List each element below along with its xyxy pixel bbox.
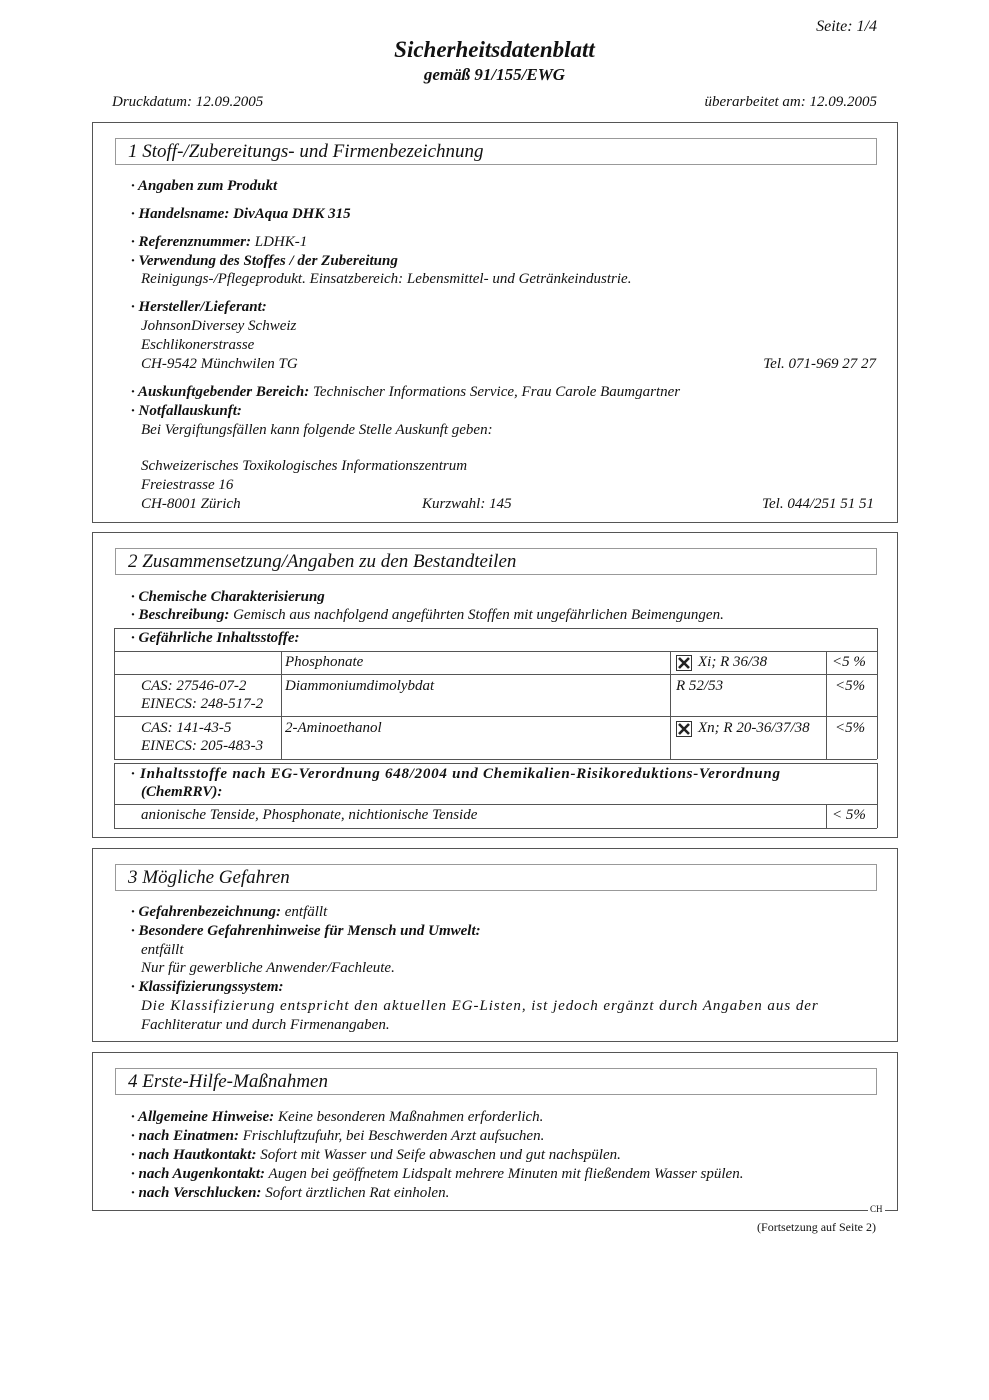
- special-hazards-label: · Besondere Gefahrenhinweise für Mensch und Umwelt:: [131, 923, 481, 939]
- classification-text-2: Fachliteratur und durch Firmenangaben.: [141, 1017, 390, 1033]
- info-department-label: · Auskunftgebender Bereich:: [131, 384, 310, 400]
- info-department-value: Technischer Informations Service, Frau Carole Baumgartner: [312, 384, 681, 400]
- hazard-designation-line: [131, 903, 327, 921]
- eye-contact-line: [131, 1165, 743, 1183]
- description-line: [131, 606, 724, 624]
- hazardous-ingredients-label: · Gefährliche Inhaltsstoffe:: [131, 630, 300, 646]
- section-3-heading: 3 Mögliche Gefahren: [115, 864, 877, 891]
- emergency-label: · Notfallauskunft:: [131, 403, 242, 419]
- manufacturer-name: JohnsonDiversey Schweiz: [141, 318, 297, 334]
- swallowing-value: Sofort ärztlichen Rat einholen.: [265, 1185, 450, 1201]
- product-info-label: · Angaben zum Produkt: [131, 178, 278, 194]
- country-code: CH: [870, 1204, 883, 1214]
- reference-number-line: [131, 233, 307, 251]
- regulation-label: · Inhaltsstoffe nach EG-Verordnung 648/2004 und Chemikalien-Risikoreduktions-Verordnung: [131, 766, 781, 782]
- skin-contact-label: · nach Hautkontakt:: [131, 1147, 257, 1163]
- reference-number-value: LDHK-1: [254, 234, 308, 250]
- general-notes-value: Keine besonderen Maßnahmen erforderlich.: [277, 1109, 544, 1125]
- table-row-2-conc: <5%: [835, 720, 866, 736]
- classification-text-1: Die Klassifizierung entspricht den aktuellen EG-Listen, ist jedoch ergänzt durch Angaben aus der: [141, 998, 819, 1014]
- regulation-label-cont: (ChemRRV):: [141, 784, 223, 800]
- table-row-0-class: Xi; R 36/38: [698, 654, 768, 670]
- inhalation-line: [131, 1127, 544, 1145]
- table-row-1-cas: CAS: 27546-07-2: [141, 678, 247, 694]
- harmful-x-icon: [676, 721, 692, 737]
- eye-contact-value: Augen bei geöffnetem Lidspalt mehrere Minuten mit fließendem Wasser spülen.: [268, 1166, 744, 1182]
- special-hazards-value: entfällt: [141, 942, 184, 958]
- tox-center-shortdial: Kurzwahl: 145: [422, 496, 512, 512]
- general-notes-line: [131, 1108, 543, 1126]
- users-note: Nur für gewerbliche Anwender/Fachleute.: [141, 960, 395, 976]
- hazard-designation-value: entfällt: [284, 904, 328, 920]
- table-row-1-einecs: EINECS: 248-517-2: [141, 696, 264, 712]
- print-date: Druckdatum: 12.09.2005: [112, 94, 264, 110]
- swallowing-line: [131, 1184, 449, 1202]
- tox-center-street: Freiestrasse 16: [141, 477, 234, 493]
- skin-contact-value: Sofort mit Wasser und Seife abwaschen und gut nachspülen.: [260, 1147, 621, 1163]
- document-subtitle: gemäß 91/155/EWG: [423, 65, 566, 84]
- table-row-1-conc: <5%: [835, 678, 866, 694]
- inhalation-label: · nach Einatmen:: [131, 1128, 239, 1144]
- trade-name-line: [131, 205, 351, 223]
- section-1-heading: 1 Stoff-/Zubereitungs- und Firmenbezeichnung: [115, 138, 877, 165]
- tox-center-city: CH-8001 Zürich: [141, 496, 241, 512]
- description-label: · Beschreibung:: [131, 607, 230, 623]
- table-row-0-conc: <5 %: [832, 654, 866, 670]
- table-row-2-class: Xn; R 20-36/37/38: [698, 720, 810, 736]
- classification-label: · Klassifizierungssystem:: [131, 979, 284, 995]
- reference-number-label: · Referenznummer:: [131, 234, 251, 250]
- usage-value: Reinigungs-/Pflegeprodukt. Einsatzbereich: Lebensmittel- und Getränkeindustrie.: [141, 271, 632, 287]
- skin-contact-line: [131, 1146, 621, 1164]
- manufacturer-city: CH-9542 Münchwilen TG: [141, 356, 298, 372]
- document-title: Sicherheitsdatenblatt: [394, 37, 595, 62]
- trade-name-label: · Handelsname:: [131, 206, 230, 222]
- usage-label: · Verwendung des Stoffes / der Zubereitung: [131, 253, 398, 269]
- manufacturer-label: · Hersteller/Lieferant:: [131, 299, 267, 315]
- table-row-1-name: Diammoniumdimolybdat: [285, 678, 435, 694]
- page-number: Seite: 1/4: [816, 18, 877, 35]
- description-value: Gemisch aus nachfolgend angeführten Stoffen mit ungefährlichen Beimengungen.: [233, 607, 724, 623]
- general-notes-label: · Allgemeine Hinweise:: [131, 1109, 275, 1125]
- regulation-value: anionische Tenside, Phosphonate, nichtionische Tenside: [141, 807, 478, 823]
- section-4-heading: 4 Erste-Hilfe-Maßnahmen: [115, 1068, 877, 1095]
- tox-center-name: Schweizerisches Toxikologisches Informationszentrum: [141, 458, 468, 474]
- table-row-1-class: R 52/53: [676, 678, 724, 694]
- table-row-2-cas: CAS: 141-43-5: [141, 720, 232, 736]
- info-department-line: [131, 383, 680, 401]
- regulation-conc: < 5%: [832, 807, 866, 823]
- tox-center-phone: Tel. 044/251 51 51: [762, 496, 874, 512]
- harmful-x-icon: [676, 655, 692, 671]
- continuation-note: (Fortsetzung auf Seite 2): [757, 1220, 876, 1234]
- swallowing-label: · nach Verschlucken:: [131, 1185, 262, 1201]
- revision-date: überarbeitet am: 12.09.2005: [704, 94, 877, 110]
- eye-contact-label: · nach Augenkontakt:: [131, 1166, 266, 1182]
- manufacturer-street: Eschlikonerstrasse: [141, 337, 255, 353]
- hazard-designation-label: · Gefahrenbezeichnung:: [131, 904, 282, 920]
- section-2-heading: 2 Zusammensetzung/Angaben zu den Bestandteilen: [115, 548, 877, 575]
- manufacturer-phone: Tel. 071-969 27 27: [763, 356, 876, 372]
- emergency-text: Bei Vergiftungsfällen kann folgende Stelle Auskunft geben:: [141, 422, 493, 438]
- table-row-2-name: 2-Aminoethanol: [285, 720, 382, 736]
- table-row-0-name: Phosphonate: [285, 654, 364, 670]
- chem-characterization-label: · Chemische Charakterisierung: [131, 589, 325, 605]
- trade-name-value: DivAqua DHK 315: [233, 206, 351, 222]
- table-row-2-einecs: EINECS: 205-483-3: [141, 738, 264, 754]
- inhalation-value: Frischluftzufuhr, bei Beschwerden Arzt aufsuchen.: [242, 1128, 545, 1144]
